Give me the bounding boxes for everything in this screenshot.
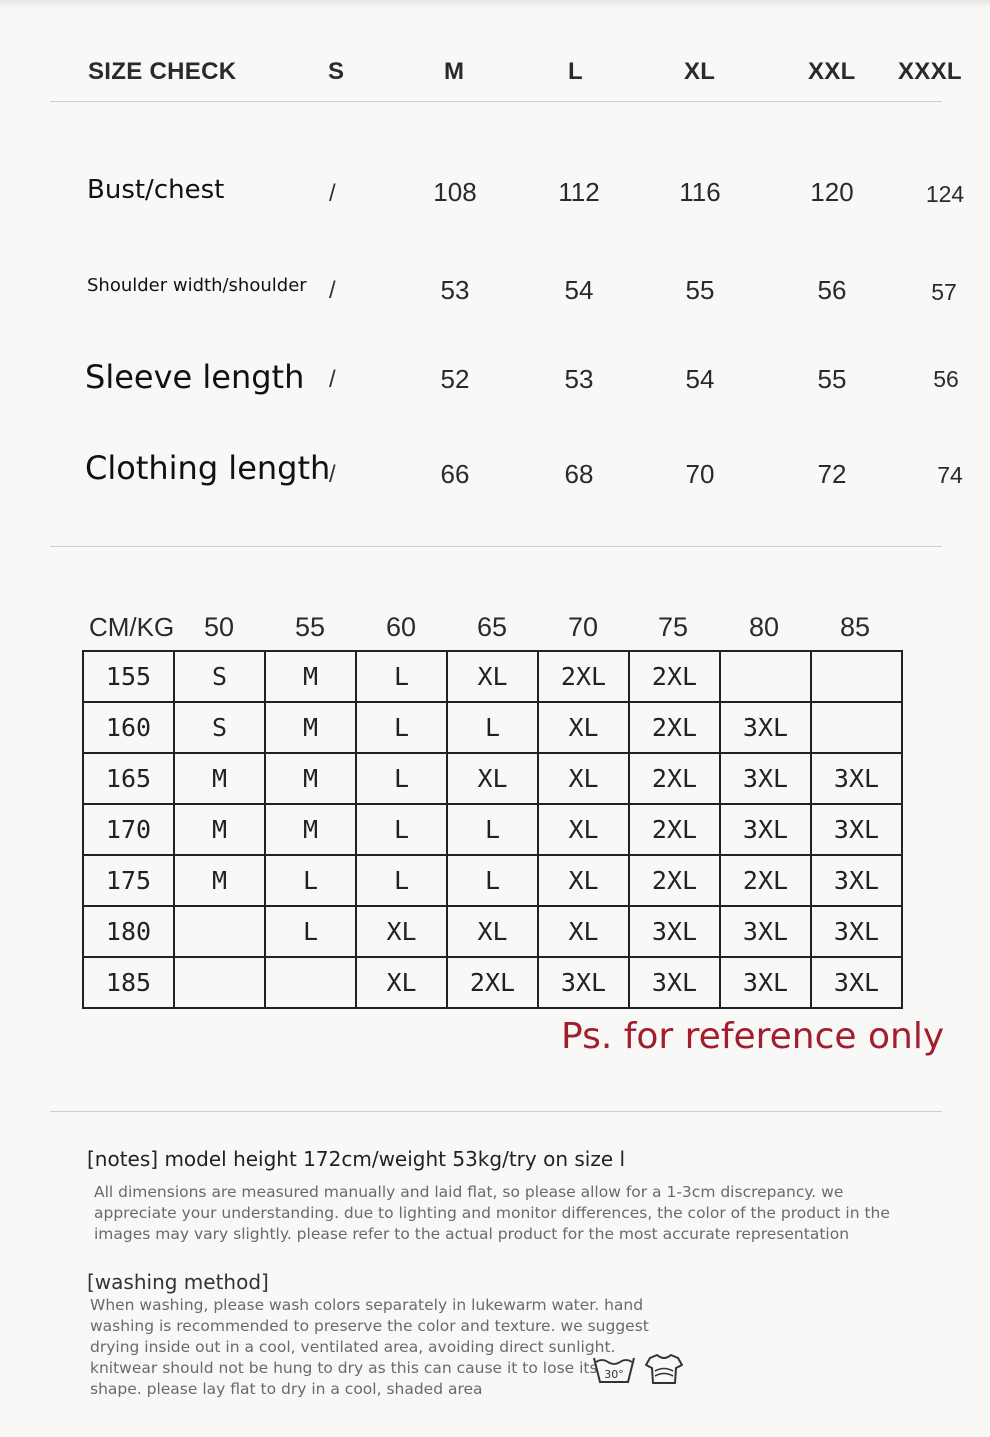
bust-xl-value: 116 (679, 177, 721, 207)
size-cell: S (174, 651, 265, 702)
size-header-xxxl: XXXL (898, 58, 962, 85)
size-cell: 3XL (720, 753, 811, 804)
cm-kg-label: CM/KG (89, 612, 175, 642)
size-cell: 2XL (629, 804, 720, 855)
clothing-m-value: 66 (440, 459, 470, 489)
size-cell: 3XL (811, 957, 902, 1008)
size-check-title: SIZE CHECK (88, 58, 237, 85)
size-cell: XL (447, 906, 538, 957)
size-cell: XL (447, 753, 538, 804)
size-cell: L (356, 855, 447, 906)
height-cell: 180 (83, 906, 174, 957)
size-cell: 2XL (447, 957, 538, 1008)
size-cell: 3XL (720, 957, 811, 1008)
weight-header: 70 (567, 612, 599, 642)
size-cell (265, 957, 356, 1008)
size-cell: 3XL (811, 753, 902, 804)
clothing-xxl-value: 72 (817, 459, 847, 489)
size-cell: M (174, 804, 265, 855)
sleeve-xxxl-value: 56 (933, 366, 959, 392)
size-cell: L (356, 753, 447, 804)
shoulder-m-value: 53 (440, 275, 470, 305)
size-cell: 3XL (538, 957, 629, 1008)
wash-30-icon (592, 1352, 636, 1386)
weight-header: 55 (294, 612, 326, 642)
shirt-care-icon (644, 1352, 684, 1386)
shoulder-xxxl-value: 57 (931, 279, 957, 305)
size-header-s: S (328, 58, 345, 85)
reference-note: Ps. for reference only (561, 1016, 945, 1057)
size-cell (174, 957, 265, 1008)
size-cell: 3XL (811, 906, 902, 957)
size-cell: XL (538, 804, 629, 855)
height-cell: 175 (83, 855, 174, 906)
size-cell: XL (538, 702, 629, 753)
divider (50, 1111, 942, 1112)
divider (50, 546, 942, 547)
size-cell (174, 906, 265, 957)
size-cell: L (356, 804, 447, 855)
size-cell: S (174, 702, 265, 753)
size-cell: 3XL (811, 855, 902, 906)
height-cell: 155 (83, 651, 174, 702)
row-label-sleeve: Sleeve length (85, 358, 305, 396)
size-cell: XL (356, 957, 447, 1008)
washing-title: [washing method] (87, 1270, 269, 1294)
shoulder-l-value: 54 (564, 275, 594, 305)
shoulder-s-value: / (329, 277, 336, 304)
weight-header: 80 (748, 612, 780, 642)
size-cell: XL (356, 906, 447, 957)
table-row (83, 753, 902, 804)
size-cell (720, 651, 811, 702)
table-row (83, 957, 902, 1008)
washing-body: When washing, please wash colors separately in lukewarm water. hand washing is recommended to preserve the color and texture. we suggest drying inside out in a cool, ventilated area, avoiding direct sunlight. knitwear should not be hung to dry as this can cause it to lose its shape. please lay flat to dry in a cool, shaded area (90, 1296, 649, 1398)
bust-m-value: 108 (433, 177, 477, 207)
size-header-xxl: XXL (808, 58, 856, 85)
size-cell: 3XL (629, 906, 720, 957)
size-cell: 2XL (720, 855, 811, 906)
size-cell: L (447, 804, 538, 855)
clothing-xxxl-value: 74 (937, 462, 963, 488)
clothing-xl-value: 70 (685, 459, 715, 489)
weight-header: 50 (203, 612, 235, 642)
clothing-s-value: / (329, 461, 336, 488)
height-cell: 165 (83, 753, 174, 804)
sleeve-l-value: 53 (564, 364, 594, 394)
size-header-l: L (568, 58, 583, 85)
size-cell: M (265, 651, 356, 702)
size-cell: 3XL (811, 804, 902, 855)
size-cell: M (265, 702, 356, 753)
size-cell: L (447, 855, 538, 906)
notes-title: [notes] model height 172cm/weight 53kg/try on size l (87, 1147, 626, 1171)
size-header-xl: XL (684, 58, 716, 85)
size-cell: XL (538, 855, 629, 906)
divider (50, 101, 942, 102)
size-cell: 2XL (629, 651, 720, 702)
size-cell: XL (538, 906, 629, 957)
size-cell: M (265, 804, 356, 855)
table-row (83, 702, 902, 753)
size-cell: L (265, 855, 356, 906)
bust-s-value: / (329, 180, 336, 207)
table-row (83, 906, 902, 957)
clothing-l-value: 68 (564, 459, 594, 489)
shoulder-xxl-value: 56 (817, 275, 847, 305)
size-cell: 3XL (720, 702, 811, 753)
size-cell: L (356, 651, 447, 702)
size-cell: M (265, 753, 356, 804)
size-cell: XL (538, 753, 629, 804)
sleeve-m-value: 52 (440, 364, 470, 394)
table-row (83, 651, 902, 702)
size-cell: 2XL (629, 753, 720, 804)
size-cell: 3XL (629, 957, 720, 1008)
sleeve-s-value: / (329, 366, 336, 393)
size-cell: L (265, 906, 356, 957)
size-cell: 2XL (629, 702, 720, 753)
row-label-clothing: Clothing length (85, 449, 331, 487)
size-cell: XL (447, 651, 538, 702)
sleeve-xxl-value: 55 (817, 364, 847, 394)
height-cell: 160 (83, 702, 174, 753)
table-row (83, 855, 902, 906)
size-cell: 2XL (629, 855, 720, 906)
size-recommendation-table (82, 650, 903, 1009)
weight-header: 75 (657, 612, 689, 642)
row-label-bust: Bust/chest (87, 175, 225, 205)
size-cell: M (174, 855, 265, 906)
height-cell: 185 (83, 957, 174, 1008)
bust-l-value: 112 (558, 177, 600, 207)
bust-xxxl-value: 124 (925, 181, 965, 207)
size-cell: 3XL (720, 804, 811, 855)
wash-temp-label: 30° (604, 1368, 624, 1381)
table-row (83, 804, 902, 855)
top-band (0, 0, 990, 8)
size-cell: L (447, 702, 538, 753)
size-cell: 3XL (720, 906, 811, 957)
size-header-m: M (444, 58, 465, 85)
shoulder-xl-value: 55 (685, 275, 715, 305)
weight-header: 60 (385, 612, 417, 642)
size-cell: M (174, 753, 265, 804)
weight-header: 65 (476, 612, 508, 642)
row-label-shoulder: Shoulder width/shoulder (87, 275, 307, 296)
size-cell (811, 702, 902, 753)
size-cell: 2XL (538, 651, 629, 702)
weight-header: 85 (839, 612, 871, 642)
size-cell (811, 651, 902, 702)
notes-body: All dimensions are measured manually and laid flat, so please allow for a 1-3cm discrepancy. we appreciate your understanding. due to lighting and monitor differences, the color of the product in the images may vary slightly. please refer to the actual product for the most accurate representation (94, 1183, 890, 1243)
height-cell: 170 (83, 804, 174, 855)
bust-xxl-value: 120 (810, 177, 854, 207)
size-cell: L (356, 702, 447, 753)
sleeve-xl-value: 54 (685, 364, 715, 394)
